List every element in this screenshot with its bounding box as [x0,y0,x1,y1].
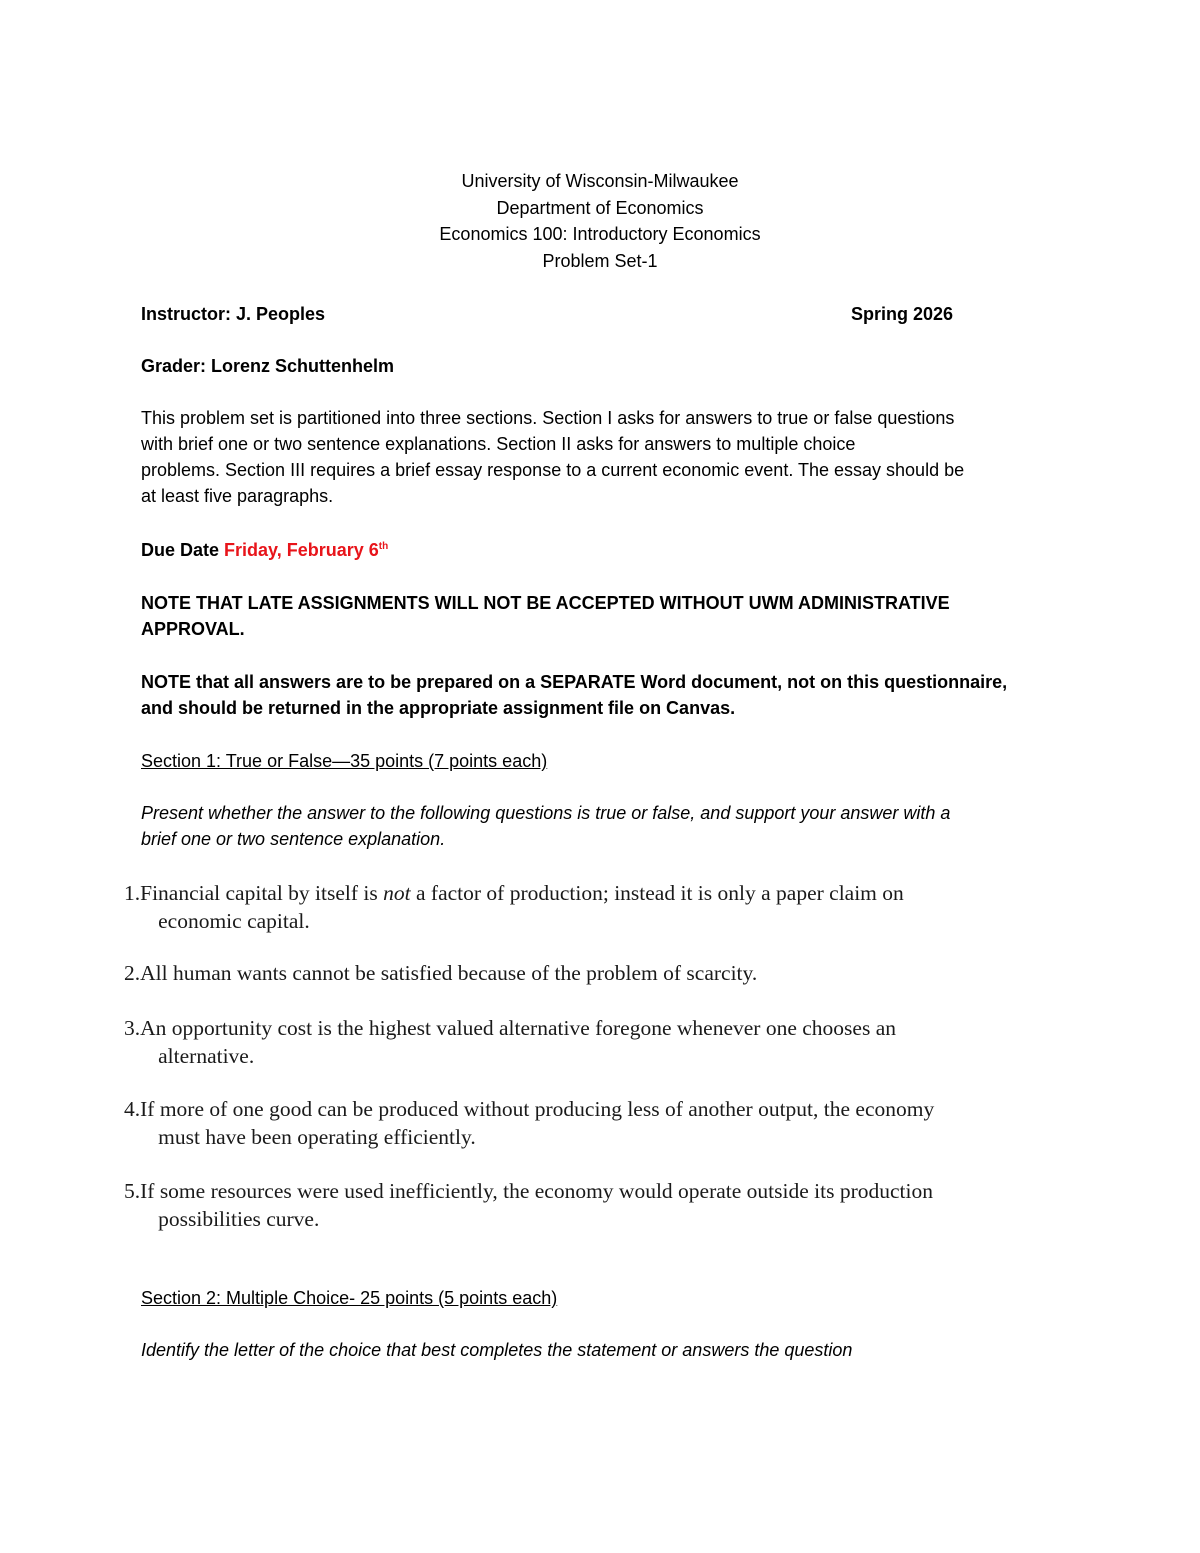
question-number: 5. [124,1179,141,1203]
late-note [141,590,1061,642]
due-date-value: Friday, February 6 [224,540,379,560]
question-3 [124,1014,1044,1070]
due-date-row [141,537,1061,563]
intro-line: with brief one or two sentence explanations. Section II asks for answers to multiple choice [141,434,856,454]
separate-note-line: and should be returned in the appropriate assignment file on Canvas. [141,698,736,718]
question-4 [124,1095,1044,1151]
question-text: a factor of production; instead it is only a paper claim on [410,881,904,905]
intro-line: This problem set is partitioned into three sections. Section I asks for answers to true or false questions [141,408,955,428]
instructor-label: Instructor: J. Peoples [141,304,326,324]
question-number: 1. [124,881,141,905]
question-number: 2. [124,961,141,985]
question-text: If some resources were used inefficiently, the economy would operate outside its production [140,1179,934,1203]
intro-line: problems. Section III requires a brief essay response to a current economic event. The essay should be [141,460,965,480]
question-text: Financial capital by itself is [140,881,384,905]
instructor-row [141,301,1061,327]
late-note-line: NOTE THAT LATE ASSIGNMENTS WILL NOT BE ACCEPTED WITHOUT UWM ADMINISTRATIVE [141,593,950,613]
problem-set-title: Problem Set-1 [542,250,658,271]
document-header [0,168,1200,274]
section1-instr-line: brief one or two sentence explanation. [141,829,446,849]
grader-label: Grader: Lorenz Schuttenhelm [141,356,395,376]
question-text-continued: economic capital. [158,909,310,933]
intro-line: at least five paragraphs. [141,486,334,506]
question-1 [124,879,1044,935]
late-note-line: APPROVAL. [141,619,245,639]
course-title: Economics 100: Introductory Economics [439,224,761,244]
question-text-continued: must have been operating efficiently. [158,1125,476,1149]
section1-heading: Section 1: True or False—35 points (7 points each) [141,751,548,771]
question-2 [124,959,1044,987]
question-number: 3. [124,1016,141,1040]
section1-instructions [141,800,1061,852]
section2-instructions: Identify the letter of the choice that best completes the statement or answers the question [141,1340,853,1360]
due-date-label: Due Date [141,540,225,560]
question-text-continued: alternative. [158,1044,255,1068]
question-emphasis: not [383,881,411,905]
due-date-suffix: th [378,541,389,552]
question-text-continued: possibilities curve. [158,1207,320,1231]
question-text: All human wants cannot be satisfied because of the problem of scarcity. [140,961,758,985]
question-number: 4. [124,1097,141,1121]
university-name: University of Wisconsin-Milwaukee [461,171,739,191]
term-label: Spring 2026 [850,304,953,324]
department-name: Department of Economics [496,197,704,218]
intro-paragraph [141,405,1061,509]
separate-doc-note [141,669,1061,721]
question-text: If more of one good can be produced without producing less of another output, the economy [140,1097,935,1121]
section1-instr-line: Present whether the answer to the following questions is true or false, and support your answer with a [141,803,951,823]
question-5 [124,1177,1044,1233]
question-text: An opportunity cost is the highest valued alternative foregone whenever one chooses an [140,1016,896,1040]
section2-heading: Section 2: Multiple Choice- 25 points (5 points each) [141,1288,558,1308]
separate-note-line: NOTE that all answers are to be prepared on a SEPARATE Word document, not on this questionnaire, [141,672,1008,692]
